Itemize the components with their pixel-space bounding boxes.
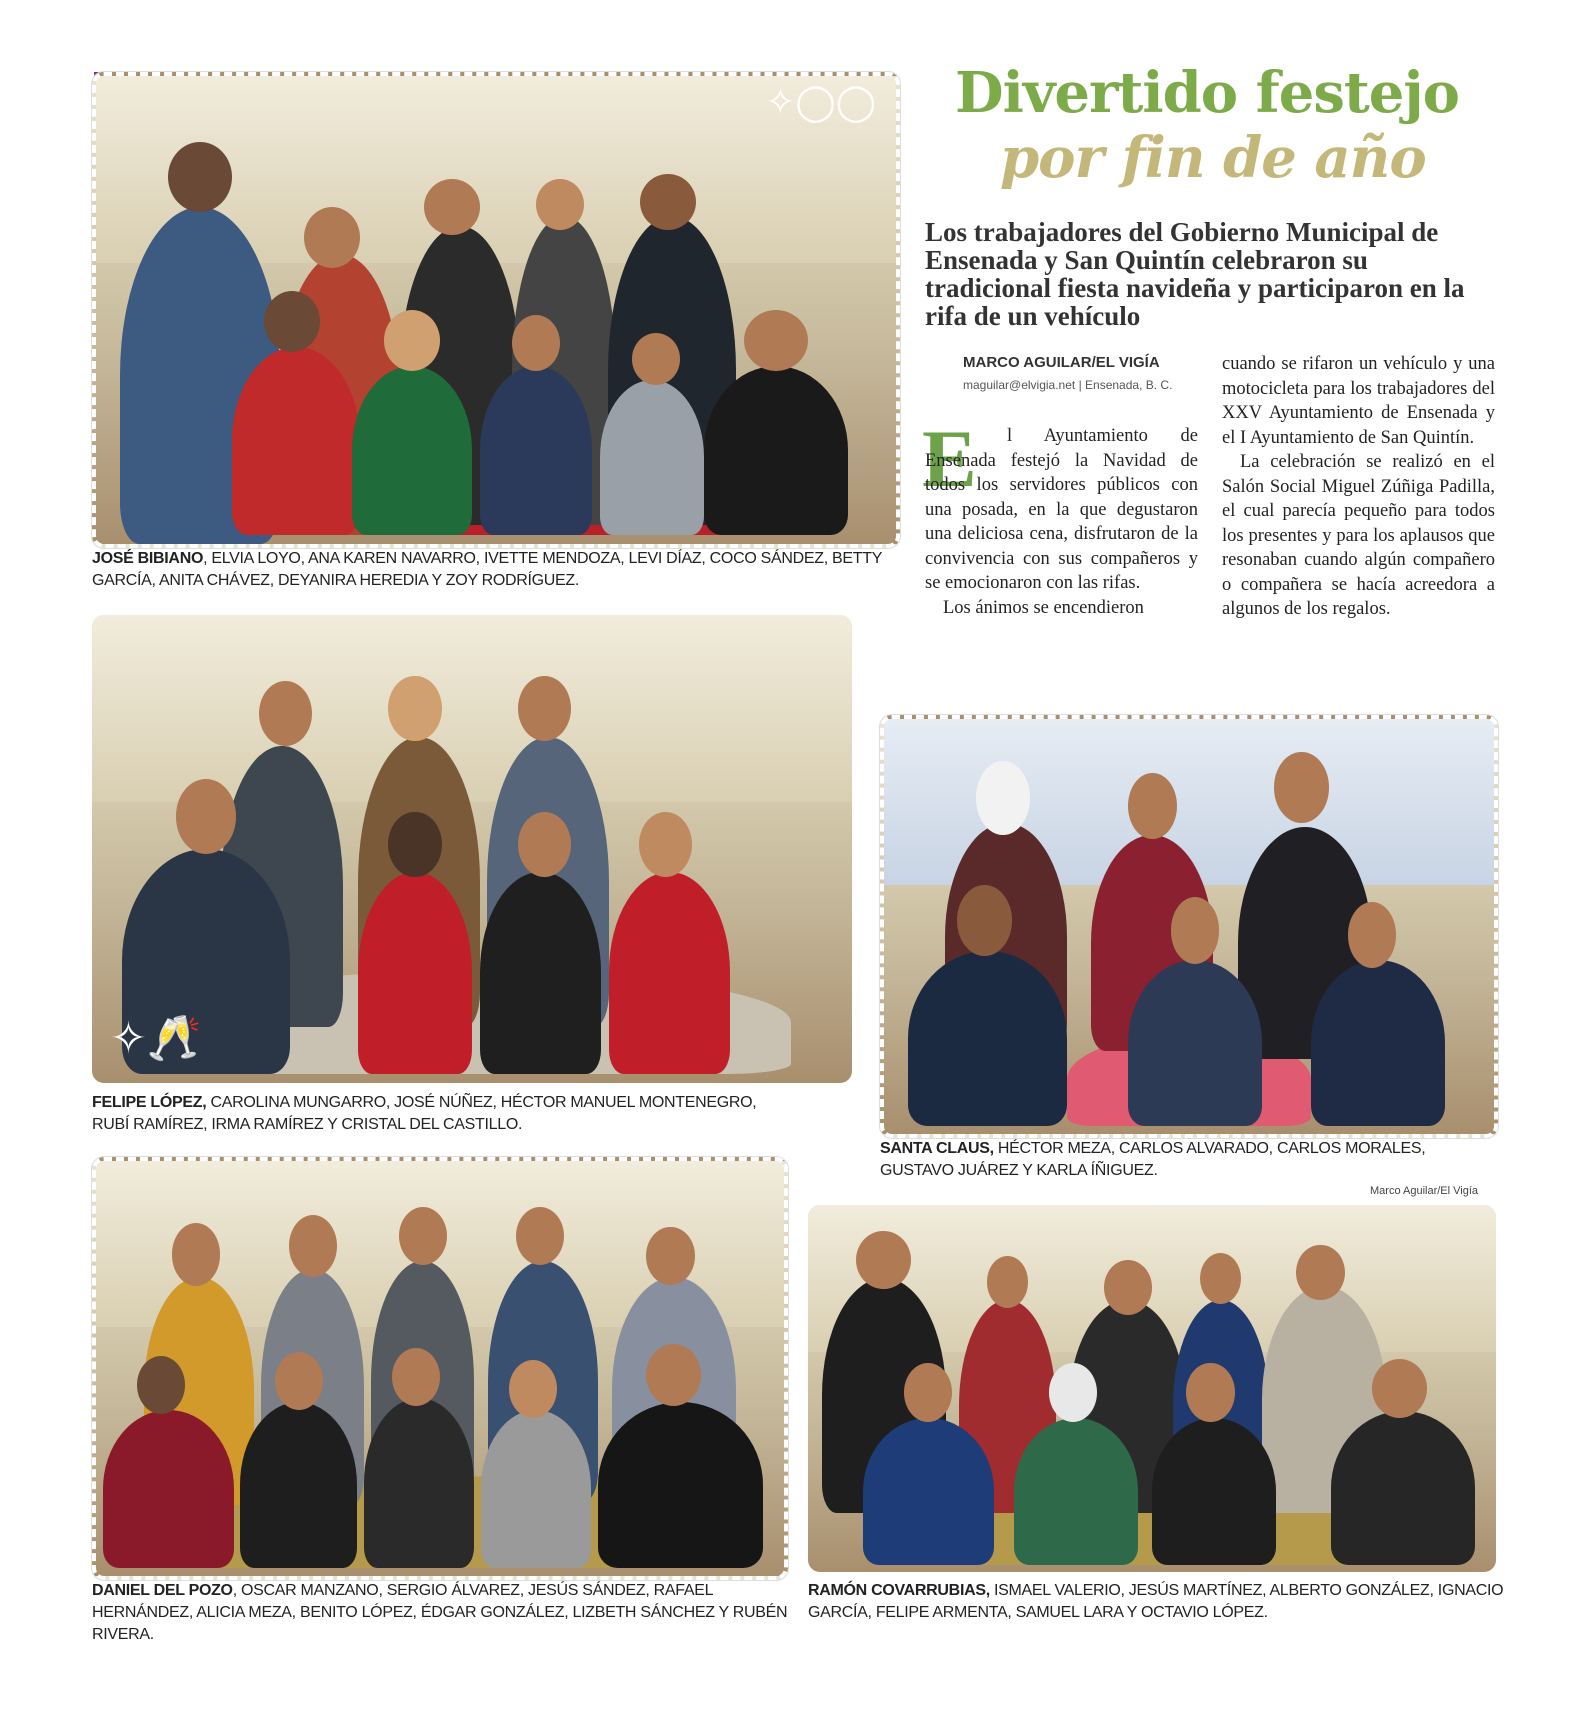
author-byline: MARCO AGUILAR/EL VIGÍA <box>963 354 1160 371</box>
headline: Divertido festejo <box>955 60 1460 126</box>
article-paragraph-4: La celebración se realizó en el Salón Social Miguel Zúñiga Padilla, el cual parecía pequeño para todos los presentes y para los aplausos que resonaban cuando algún compañero o compañera se hacía acreedora a algunos de los regalos. <box>1222 452 1495 619</box>
article-column-2 <box>1222 352 1495 622</box>
article-paragraph-3: cuando se rifaron un vehículo y una motocicleta para los trabajadores del XXV Ayuntamiento de Ensenada y el I Ayuntamiento de San Quintín. <box>1222 354 1495 448</box>
article-column-1 <box>925 424 1198 620</box>
article-paragraph-1: l Ayuntamiento de Ensenada festejó la Navidad de todos los servidores públicos con una posada, en la que degustaron una deliciosa cena, disfrutaron de la convivencia con sus compañeros y se emocionaron con las rifas. <box>925 426 1198 593</box>
photo-caption-5: RAMÓN COVARRUBIAS, ISMAEL VALERIO, JESÚS MARTÍNEZ, ALBERTO GONZÁLEZ, IGNACIO GARCÍA, FELIPE ARMENTA, SAMUEL LARA Y OCTAVIO LÓPEZ. <box>808 1582 1504 1621</box>
photo-group-2 <box>92 615 852 1083</box>
photo-group-3 <box>880 715 1498 1138</box>
photo-group-4 <box>92 1157 788 1580</box>
photo-caption-4: DANIEL DEL POZO, OSCAR MANZANO, SERGIO ÁLVAREZ, JESÚS SÁNDEZ, RAFAEL HERNÁNDEZ, ALICIA MEZA, BENITO LÓPEZ, ÉDGAR GONZÁLEZ, LIZBETH SÁNCHEZ Y RUBÉN RIVERA. <box>92 1582 788 1643</box>
article-paragraph-2: Los ánimos se encendieron <box>943 597 1144 618</box>
ornaments-icon: ✧◯◯ <box>765 81 876 122</box>
photo-credit: Marco Aguilar/El Vigía <box>1370 1185 1479 1197</box>
photo-group-5 <box>808 1205 1496 1572</box>
photo-caption-3: SANTA CLAUS, HÉCTOR MEZA, CARLOS ALVARADO, CARLOS MORALES, GUSTAVO JUÁREZ Y KARLA ÍÑIGUEZ. <box>880 1140 1426 1179</box>
author-email: maguilar@elvigia.net | Ensenada, B. C. <box>963 378 1173 392</box>
photo-caption-2: FELIPE LÓPEZ, CAROLINA MUNGARRO, JOSÉ NÚÑEZ, HÉCTOR MANUEL MONTENEGRO, RUBÍ RAMÍREZ, IRMA RAMÍREZ Y CRISTAL DEL CASTILLO. <box>92 1094 757 1133</box>
photo-caption-1: JOSÉ BIBIANO, ELVIA LOYO, ANA KAREN NAVARRO, IVETTE MENDOZA, LEVI DÍAZ, COCO SÁNDEZ, BETTY GARCÍA, ANITA CHÁVEZ, DEYANIRA HEREDIA Y ZOY RODRÍGUEZ. <box>92 550 882 589</box>
toast-glasses-icon: ✧🥂 <box>110 1014 202 1063</box>
photo-group-1 <box>92 72 900 548</box>
headline-line-2: por fin de año <box>1000 125 1426 191</box>
drop-cap: E <box>922 413 977 504</box>
subheadline: Los trabajadores del Gobierno Municipal de Ensenada y San Quintín celebraron su tradicional fiesta navideña y participaron en la rifa de un vehículo <box>925 217 1465 331</box>
